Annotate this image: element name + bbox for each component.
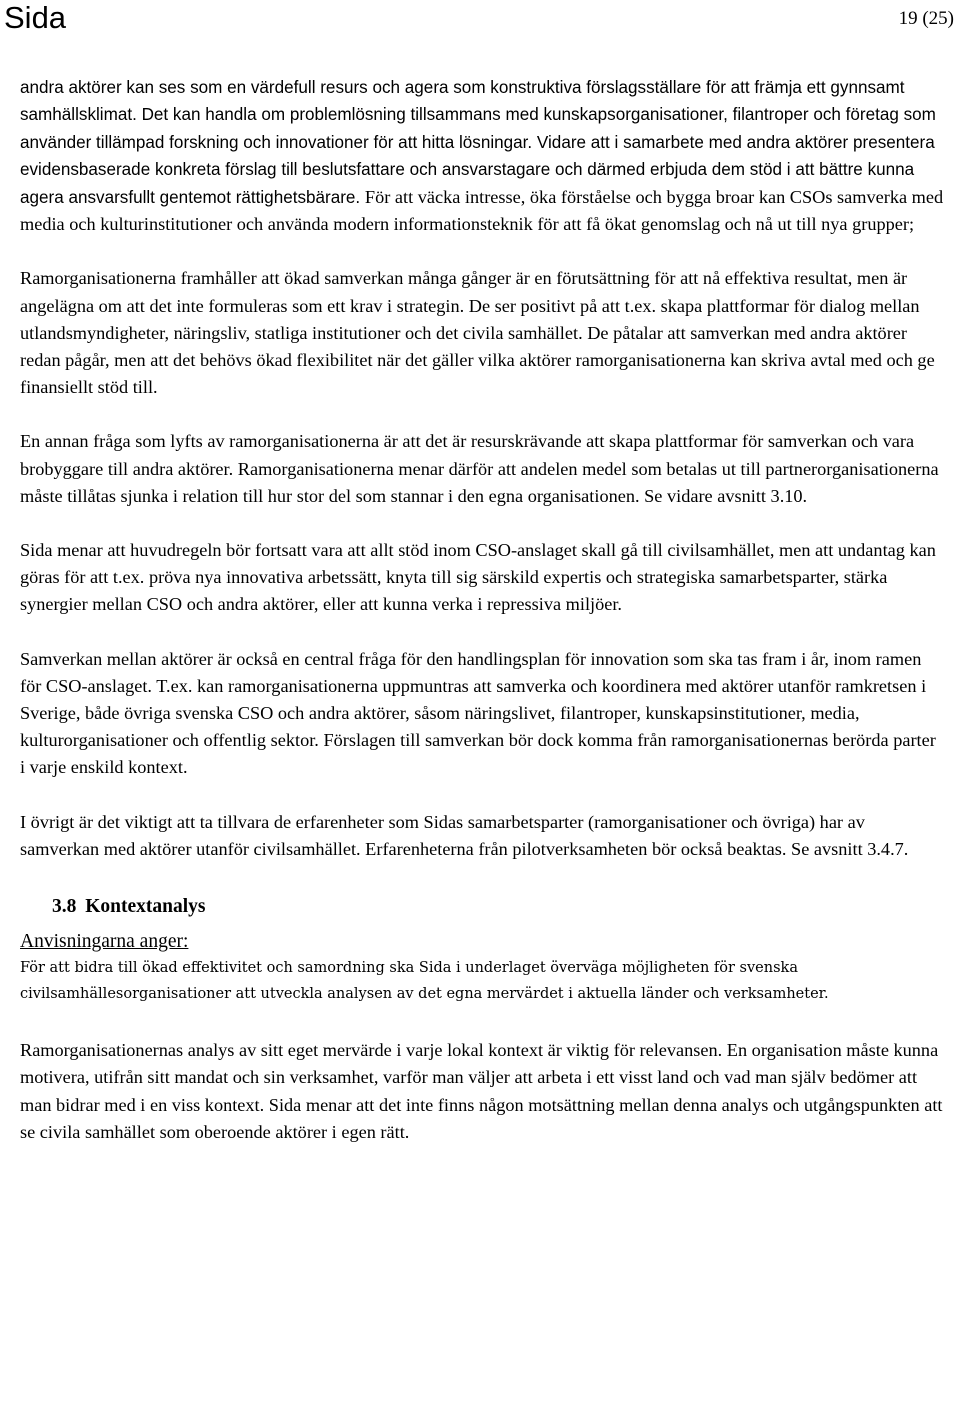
- page-number: 19 (25): [898, 8, 954, 29]
- section-number: 3.8: [52, 896, 77, 918]
- paragraph-7: Ramorganisationernas analys av sitt eget mervärde i varje lokal kontext är viktig för relevansen. En organisation måste kunna motivera, utifrån sitt mandat och sin verksamhet, varför man väljer att arbeta i ett visst land och vad man själv bedömer att man bidrar med i en viss kontext. Sida menar att det inte finns någon motsättning mellan denna analys och utgångspunkten att se civila samhället som oberoende aktörer i egen rätt.: [20, 1040, 943, 1142]
- paragraph-3: En annan fråga som lyfts av ramorganisationerna är att det är resurskrävande att skapa plattformar för samverkan och vara brobyggare till andra aktörer. Ramorganisationerna menar därför att andelen medel som betalas ut till partnerorganisationerna måste tillåtas sjunka i relation till hur stor del som stannar i den egna organisationen. Se vidare avsnitt 3.10.: [20, 431, 939, 506]
- page-header: [0, 0, 960, 40]
- paragraph-1-part-b: För att väcka intresse, öka förståelse och bygga broar kan CSOs samverka med media och kulturinstitutioner och använda modern informationsteknik för att få ökat genomslag och nå ut till nya grupper;: [20, 186, 944, 235]
- section-title: Kontextanalys: [85, 896, 206, 918]
- paragraph-1: [20, 74, 945, 238]
- paragraph-1-part-a: andra aktörer kan ses som en värdefull resurs och agera som konstruktiva förslagsställare för att främja ett gynnsamt samhällsklimat. Det kan handla om problemlösning tillsammans med kunskapsorganisationer, filantroper och företag som använder tillämpad forskning och innovationer för att hitta lösningar. Vidare att i samarbete med andra aktörer presentera evidensbaserade konkreta förslag till beslutsfattare och ansvarstagare och därmed erbjuda dem stöd i att bättre kunna agera ansvarsfullt gentemot rättighetsbärare.: [20, 78, 936, 207]
- paragraph-2: Ramorganisationerna framhåller att ökad samverkan många gånger är en förutsättning för att nå effektiva resultat, men är angelägna om att det inte formuleras som ett krav i strategin. De ser positivt på att t.ex. skapa plattformar för dialog mellan utlandsmyndigheter, näringsliv, statliga institutioner och det civila samhället. De påtalar att samverkan med andra aktörer redan pågår, men att det behövs ökad flexibilitet när det gäller vilka aktörer ramorganisationerna kan skriva avtal med och ge finansiellt stöd till.: [20, 268, 935, 398]
- section-heading: [52, 893, 945, 921]
- instructions-label: Anvisningarna anger:: [20, 931, 189, 953]
- paragraph-5: Samverkan mellan aktörer är också en central fråga för den handlingsplan för innovation som ska tas fram i år, inom ramen för CSO-anslaget. T.ex. kan ramorganisationerna uppmuntras att samverka och koordinera med aktörer utanför ramkretsen i Sverige, både övriga svenska CSO och andra aktörer, såsom näringslivet, filantroper, kunskapsinstitutioner, media, kulturorganisationer och offentlig sektor. Förslagen till samverkan bör dock komma från ramorganisationernas berörda parter i varje enskild kontext.: [20, 648, 936, 778]
- document-body: [20, 74, 945, 1146]
- paragraph-6: I övrigt är det viktigt att ta tillvara de erfarenheter som Sidas samarbetsparter (ramorganisationer och övriga) har av samverkan med aktörer utanför civilsamhället. Erfarenheterna från pilotverksamheten bör också beaktas. Se avsnitt 3.4.7.: [20, 811, 909, 859]
- instruction-text: För att bidra till ökad effektivitet och samordning ska Sida i underlaget överväga möjligheten för svenska civilsamhällesorganisationer att utveckla analysen av det egna mervärdet i aktuella länder och verksamheter.: [20, 960, 829, 1003]
- paragraph-4: Sida menar att huvudregeln bör fortsatt vara att allt stöd inom CSO-anslaget skall gå till civilsamhället, men att undantag kan göras för att t.ex. pröva nya innovativa arbetssätt, knyta till sig särskild expertis och strategiska samarbetsparter, stärka synergier mellan CSO och andra aktörer, eller att kunna verka i repressiva miljöer.: [20, 540, 936, 615]
- brand-name: Sida: [4, 0, 67, 35]
